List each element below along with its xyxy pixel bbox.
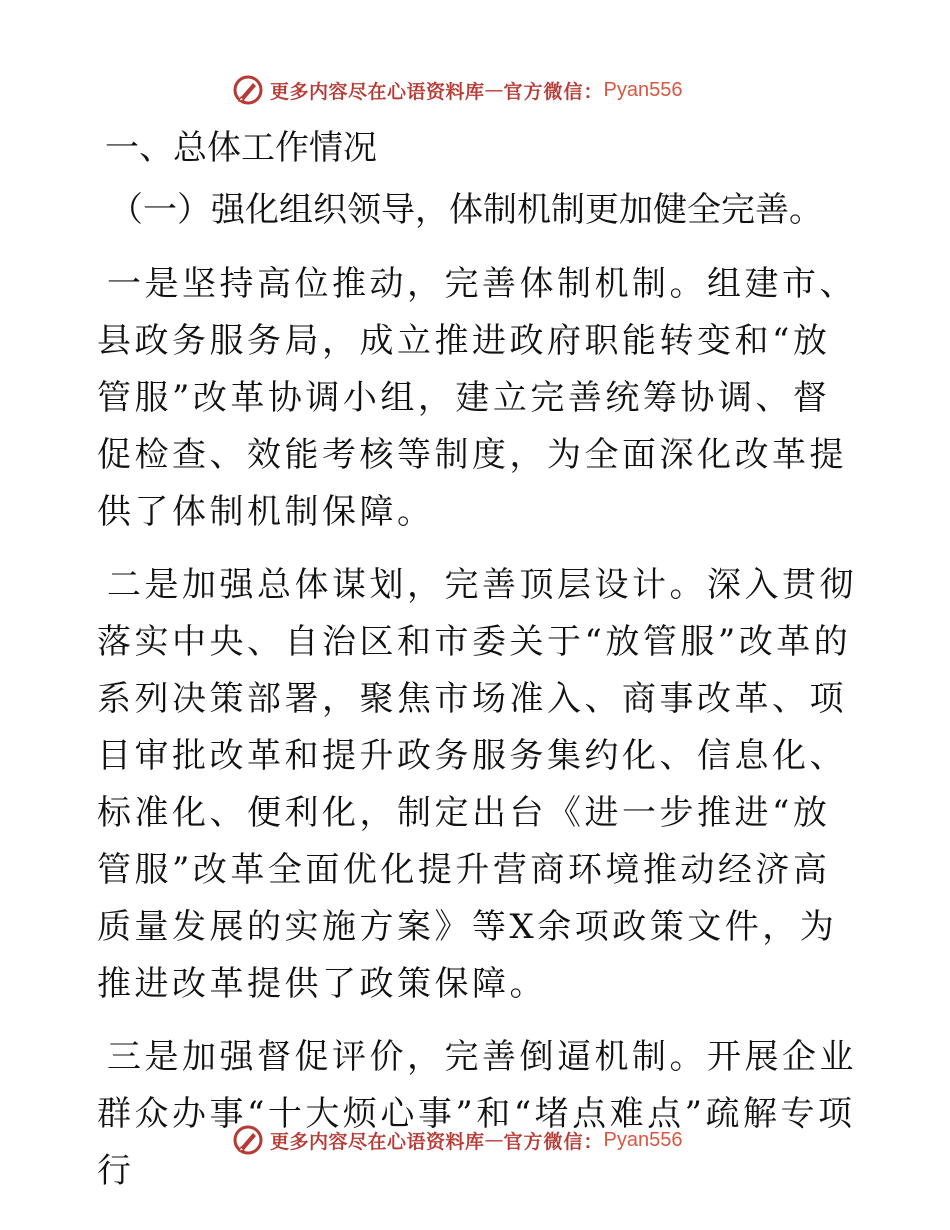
footer-watermark bbox=[232, 1122, 683, 1158]
document-body bbox=[97, 124, 857, 1216]
paragraph-2: 二是加强总体谋划，完善顶层设计。深入贯彻落实中央、自治区和市委关于“放管服”改革的系列决策部署，聚焦市场准入、商事改革、项目审批改革和提升政务服务集约化、信息化、标准化、便利化，制定出台《进一步推进“放管服”改革全面优化提升营商环境推动经济高质量发展的实施方案》等X余项政策文件，为推进改革提供了政策保障。 bbox=[97, 565, 857, 1004]
watermark-text: 更多内容尽在心语资料库 bbox=[270, 1130, 485, 1153]
header-watermark bbox=[232, 72, 683, 108]
watermark-dash: — bbox=[484, 1129, 504, 1151]
pen-logo-icon bbox=[232, 74, 264, 106]
watermark-wechat-id: Pyan556 bbox=[603, 78, 683, 101]
watermark-dash: — bbox=[484, 79, 504, 101]
paragraph-3: 三是加强督促评价，完善倒逼机制。开展企业群众办事“十大烦心事”和“堵点难点”疏解专项行 bbox=[97, 1037, 857, 1191]
watermark-wechat-id: Pyan556 bbox=[603, 1128, 683, 1151]
section-heading: 一、总体工作情况 bbox=[105, 128, 377, 168]
watermark-wechat-label: 官方微信： bbox=[503, 80, 604, 103]
subsection-heading: （一）强化组织领导，体制机制更加健全完善。 bbox=[109, 190, 823, 230]
pen-logo-icon bbox=[232, 1124, 264, 1156]
watermark-wechat-label: 官方微信： bbox=[503, 1130, 604, 1153]
paragraph-1: 一是坚持高位推动，完善体制机制。组建市、县政务服务局，成立推进政府职能转变和“放管服”改革协调小组，建立完善统筹协调、督促检查、效能考核等制度，为全面深化改革提供了体制机制保障。 bbox=[97, 264, 857, 532]
watermark-text: 更多内容尽在心语资料库 bbox=[270, 80, 485, 103]
